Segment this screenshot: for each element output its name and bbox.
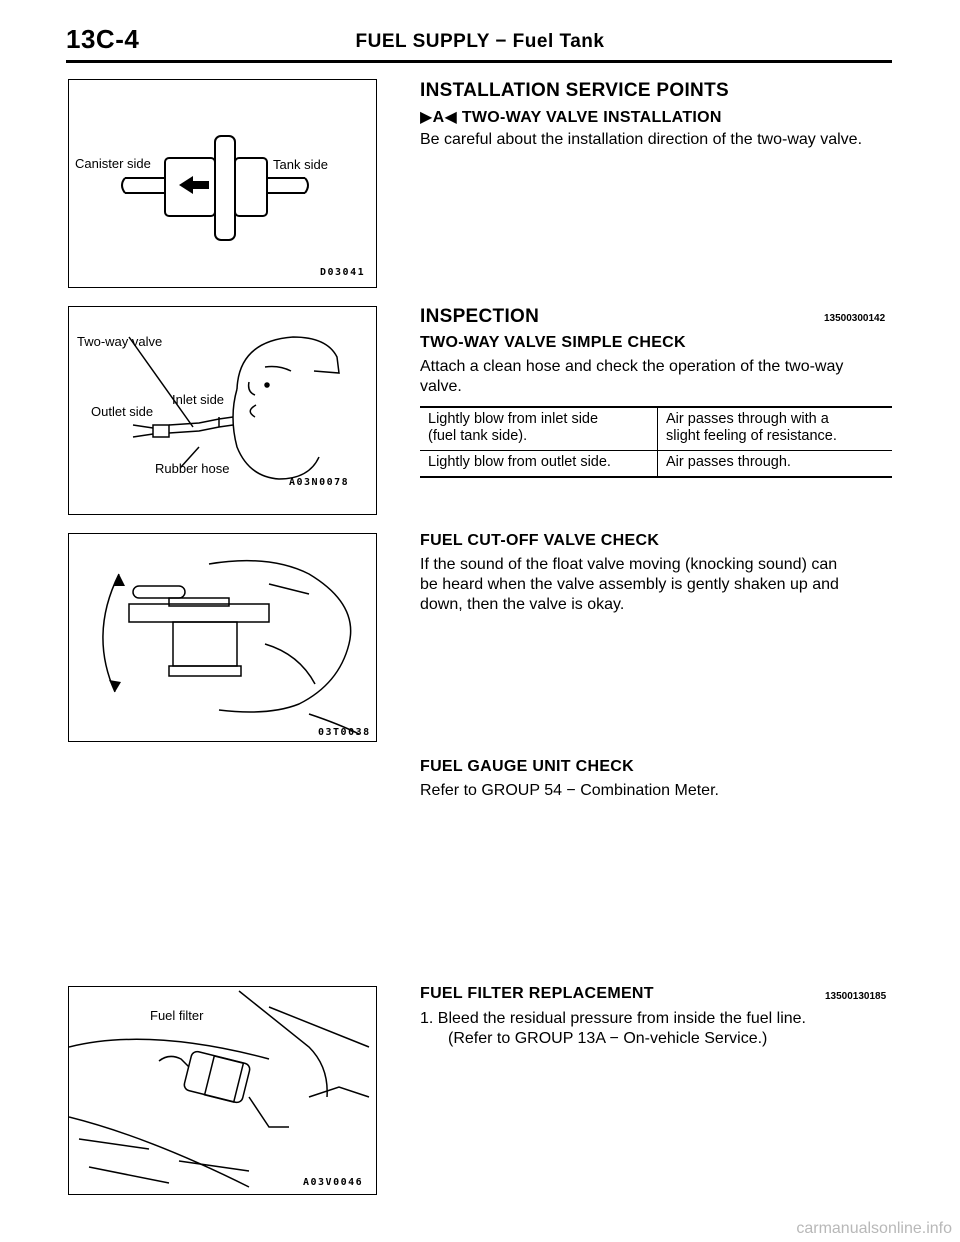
gauge-check-text: Refer to GROUP 54 − Combination Meter. [420, 782, 719, 799]
canister-side-label: Canister side [75, 156, 151, 171]
result-text: Air passes through with a [666, 411, 829, 427]
header-rule [66, 60, 892, 63]
inspection-number: 13500300142 [824, 313, 886, 324]
inspection-heading: INSPECTION [420, 306, 540, 327]
watermark: carmanualsonline.info [796, 1220, 952, 1237]
simple-check-line1: Attach a clean hose and check the operation of the two-way [420, 358, 844, 375]
filter-step1-line2: (Refer to GROUP 13A − On-vehicle Service.) [448, 1030, 768, 1047]
inlet-side-label: Inlet side [172, 392, 225, 407]
installation-text: Be careful about the installation direction of the two-way valve. [420, 131, 863, 148]
left-triangle-icon: ◀ [444, 109, 458, 126]
table-cell [420, 407, 658, 451]
simple-check-line2: valve. [420, 378, 462, 395]
filter-replacement-heading: FUEL FILTER REPLACEMENT [420, 985, 654, 1002]
installation-subtitle: TWO-WAY VALVE INSTALLATION [461, 109, 722, 126]
result-text: Air passes through. [666, 454, 791, 470]
figure-code: A03V0046 [303, 1177, 364, 1188]
simple-check-title: TWO-WAY VALVE SIMPLE CHECK [420, 334, 686, 351]
rubber-hose-label: Rubber hose [155, 461, 230, 476]
simple-check-table [420, 406, 892, 478]
page-number: 13C-4 [66, 24, 140, 54]
service-point-marker: A [432, 109, 445, 126]
gauge-check-title: FUEL GAUGE UNIT CHECK [420, 758, 635, 775]
right-triangle-icon: ▶ [420, 109, 433, 126]
cutoff-valve-illustration [69, 534, 376, 741]
figure-simple-check [68, 306, 377, 515]
figure-code: D03041 [320, 267, 366, 278]
figure-cutoff-valve-check [68, 533, 377, 742]
tank-side-label: Tank side [273, 157, 328, 172]
cutoff-check-line3: down, then the valve is okay. [420, 596, 625, 613]
fuel-filter-illustration [69, 987, 376, 1194]
table-cell [658, 451, 893, 478]
filter-replacement-number: 13500130185 [825, 991, 887, 1002]
table-row [420, 451, 892, 478]
figure-two-way-valve [68, 79, 377, 288]
cutoff-check-title: FUEL CUT-OFF VALVE CHECK [420, 532, 660, 549]
outlet-side-label: Outlet side [91, 404, 154, 419]
installation-subheading [420, 107, 722, 127]
fuel-filter-label: Fuel filter [150, 1008, 204, 1023]
action-text: Lightly blow from outlet side. [428, 454, 611, 470]
table-row [420, 407, 892, 451]
action-text: Lightly blow from inlet side [428, 411, 599, 427]
result-text: slight feeling of resistance. [666, 428, 837, 444]
filter-step1-line1: 1. Bleed the residual pressure from inside the fuel line. [420, 1010, 806, 1027]
figure-code: A03N0078 [289, 477, 350, 488]
action-text: (fuel tank side). [428, 428, 528, 444]
cutoff-check-line1: If the sound of the float valve moving (knocking sound) can [420, 556, 838, 573]
installation-heading: INSTALLATION SERVICE POINTS [420, 80, 729, 101]
two-way-valve-label: Two-way valve [77, 334, 163, 349]
table-cell [658, 407, 893, 451]
cutoff-check-line2: be heard when the valve assembly is gently shaken up and [420, 576, 839, 593]
page-title: FUEL SUPPLY − Fuel Tank [355, 31, 605, 52]
two-way-valve-illustration [69, 80, 376, 287]
figure-fuel-filter [68, 986, 377, 1195]
table-cell [420, 451, 658, 478]
figure-code: 03T0038 [318, 727, 371, 738]
